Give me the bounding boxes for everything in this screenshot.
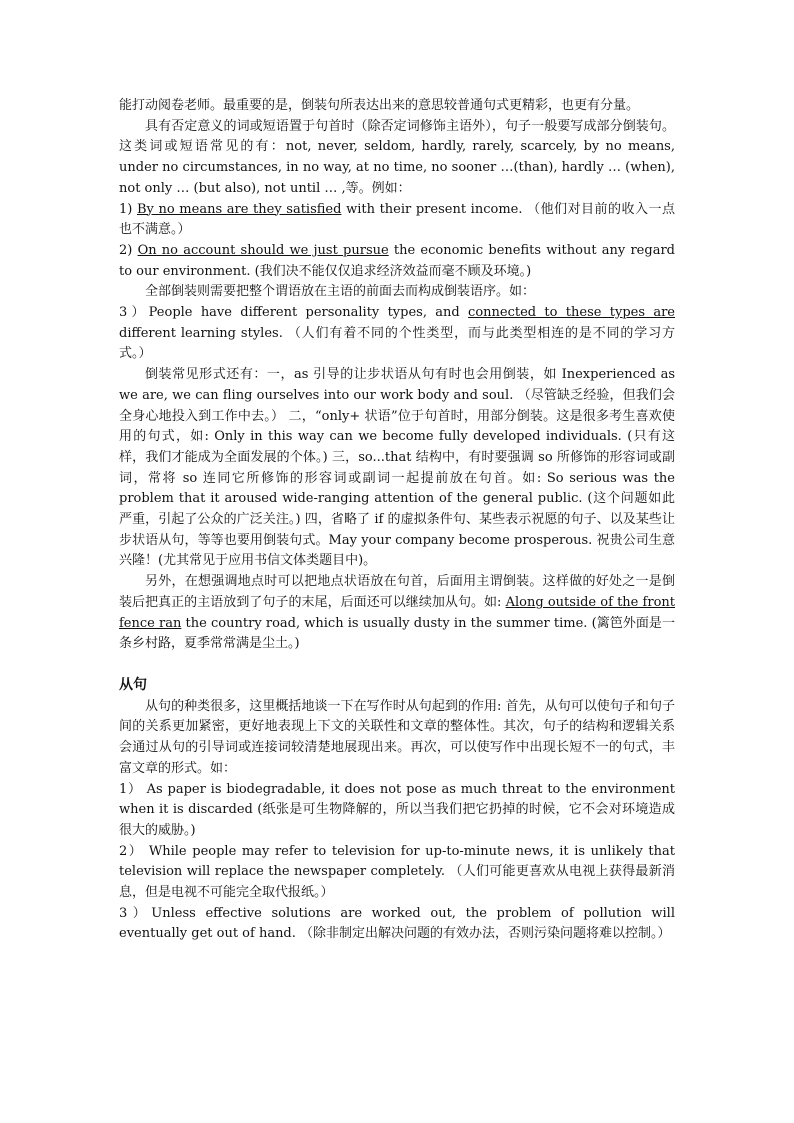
paragraph-place-adverbial	[119, 572, 675, 655]
paragraph-clauses-intro: 从句的种类很多，这里概括地谈一下在写作时从句起到的作用: 首先，从句可以使句子和句子间的关系更加紧密，更好地表现上下文的关联性和文章的整体性。其次，句子的结构和逻辑关系会通过从句的引导词或连接词较清楚地展现出来。再次，可以使写作中出现长短不一的句式，丰富文章的形式。如：	[119, 698, 675, 776]
place-adverbial-rest: the country road, which is usually dusty in the summer time. (篱笆外面是一条乡村路，夏季常常满是尘土。)	[119, 615, 675, 652]
example-2-prefix: 2)	[119, 242, 138, 258]
document-page	[119, 96, 675, 945]
paragraph-intro-tail: 能打动阅卷老师。最重要的是，倒装句所表达出来的意思较普通句式更精彩，也更有分量。	[119, 98, 640, 113]
place-adverbial-text: 另外，在想强调地点时可以把地点状语放在句首，后面用主谓倒装。这样做的好处之一是倒装后把真正的主语放到了句子的末尾，后面还可以继续加从句。如:	[119, 574, 675, 610]
clause-example-2: 2） While people may refer to television for up-to-minute news, it is unlikely that television will replace the newspaper completely. （人们可能更喜欢从电视上获得最新消息，但是电视不可能完全取代报纸。）	[119, 843, 675, 901]
example-3	[119, 303, 675, 365]
example-2-rest: the economic benefits without any regard to our environment. (我们决不能仅仅追求经济效益而毫不顾及环境。)	[119, 242, 675, 279]
example-3-prefix: 3）People have different personality types, and	[119, 305, 469, 321]
example-1-underlined: By no means are they satisfied	[136, 201, 342, 217]
paragraph-negative-inversion: 具有否定意义的词或短语置于句首时（除否定词修饰主语外），句子一般要写成部分倒装句。这类词或短语常见的有：not, never, seldom, hardly, rarely, scarcely, by no means, under no circumstances, in no way, at no time, no sooner …(than), hardly … (when), not only … (but also), not until … ,等。例如：	[119, 118, 675, 196]
example-3-rest: different learning styles. （人们有着不同的个性类型，而与此类型相连的是不同的学习方式。）	[119, 325, 675, 362]
place-adverbial-underlined: Along outside of the front fence ran	[119, 594, 675, 631]
section-heading-clauses: 从句	[119, 676, 147, 693]
clause-example-1: 1） As paper is biodegradable, it does not pose as much threat to the environment when it is discarded (纸张是可生物降解的，所以当我们把它扔掉的时候，它不会对环境造成很大的威胁。)	[119, 781, 675, 838]
paragraph-full-inversion: 全部倒装则需要把整个谓语放在主语的前面去而构成倒装语序。如：	[145, 284, 536, 300]
paragraph-other-forms: 倒装常见形式还有：一，as 引导的让步状语从句有时也会用倒装，如 Inexperienced as we are, we can fling ourselves into our work body and soul. （尽管缺乏经验，但我们会全身心地投入到工作中去。） 二，“only+ 状语”位于句首时，用部分倒装。这是很多考生喜欢使用的句式，如: Only in this way can we become fully developed individuals. (只有这样，我们才能成为全面发展的个体。) 三，so...that 结构中，有时要强调 so 所修饰的形容词或副词，常将 so 连同它所修饰的形容词或副词一起提前放在句首。如: So serious was the problem that it aroused wide-ranging attention of the general public. (这个问题如此严重，引起了公众的广泛关注。) 四，省略了 if 的虚拟条件句、某些表示祝愿的句子、以及某些让步状语从句，等等也要用倒装句式。May your company become prosperous. 祝贵公司生意兴隆！(尤其常见于应用书信文体类题目中)。	[119, 367, 675, 569]
example-1-prefix: 1)	[119, 201, 137, 217]
clause-example-3: 3）Unless effective solutions are worked out, the problem of pollution will eventually get out of hand. （除非制定出解决问题的有效办法，否则污染问题将难以控制。）	[119, 905, 675, 942]
example-1	[119, 200, 675, 241]
example-2-underlined: On no account should we just pursue	[137, 242, 389, 258]
example-3-underlined: connected to these types are	[468, 305, 676, 321]
example-2	[119, 241, 675, 282]
example-1-rest: with their present income. （他们对目前的收入一点也不满意。）	[119, 201, 675, 238]
